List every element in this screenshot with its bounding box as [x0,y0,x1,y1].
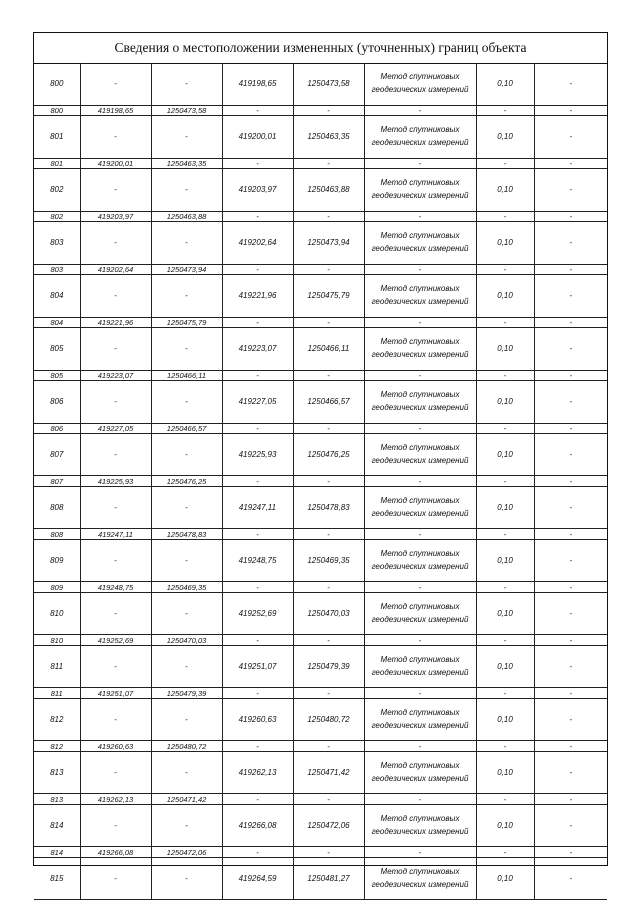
old-y-cell: - [151,115,222,158]
new-y-cell: 1250469,35 [293,539,364,582]
note-cell: - [534,645,607,688]
new-x-cell: 419200,01 [222,115,293,158]
new-x-cell: - [222,476,293,486]
old-x-cell: 419221,96 [80,317,151,327]
new-y-cell: - [293,264,364,274]
note-cell: - [534,688,607,698]
method-cell: - [364,264,476,274]
old-x-cell: - [80,751,151,794]
new-y-cell: 1250473,58 [293,63,364,105]
method-cell: - [364,211,476,221]
new-y-cell: - [293,158,364,168]
point-number: 814 [34,847,80,857]
new-y-cell: - [293,635,364,645]
point-number: 810 [34,635,80,645]
old-x-cell: - [80,63,151,105]
accuracy-cell: - [476,741,534,751]
note-cell: - [534,274,607,317]
new-y-cell: 1250476,25 [293,433,364,476]
point-number: 801 [34,158,80,168]
new-x-cell: 419202,64 [222,221,293,264]
note-cell: - [534,264,607,274]
table-row [34,794,607,804]
new-x-cell: 419264,59 [222,857,293,900]
method-cell: Метод спутниковых геодезических измерений [364,698,476,741]
table-row [34,105,607,115]
accuracy-cell: 0,10 [476,63,534,105]
point-number: 800 [34,105,80,115]
new-y-cell: 1250478,83 [293,486,364,529]
point-number: 808 [34,529,80,539]
method-cell: - [364,741,476,751]
accuracy-cell: 0,10 [476,592,534,635]
method-cell: - [364,847,476,857]
table-row [34,221,607,264]
table-row [34,423,607,433]
table-row [34,370,607,380]
new-x-cell: - [222,211,293,221]
table-row [34,741,607,751]
old-y-cell: - [151,327,222,370]
table-row [34,635,607,645]
old-y-cell: 1250471,42 [151,794,222,804]
new-x-cell: 419225,93 [222,433,293,476]
old-y-cell: 1250466,57 [151,423,222,433]
table-row [34,688,607,698]
new-y-cell: - [293,423,364,433]
note-cell: - [534,741,607,751]
accuracy-cell: 0,10 [476,698,534,741]
old-x-cell: - [80,380,151,423]
new-y-cell: 1250475,79 [293,274,364,317]
table-row [34,486,607,529]
old-x-cell: - [80,486,151,529]
accuracy-cell: - [476,476,534,486]
old-x-cell: 419252,69 [80,635,151,645]
point-number: 805 [34,370,80,380]
old-x-cell: 419266,08 [80,847,151,857]
old-y-cell: 1250463,88 [151,211,222,221]
old-y-cell: - [151,63,222,105]
note-cell: - [534,115,607,158]
new-y-cell: 1250463,35 [293,115,364,158]
accuracy-cell: - [476,688,534,698]
new-x-cell: - [222,529,293,539]
old-y-cell: 1250476,25 [151,476,222,486]
note-cell: - [534,635,607,645]
old-y-cell: 1250473,94 [151,264,222,274]
note-cell: - [534,327,607,370]
method-cell: - [364,635,476,645]
accuracy-cell: 0,10 [476,433,534,476]
old-y-cell: 1250479,39 [151,688,222,698]
old-x-cell: - [80,857,151,900]
method-cell: - [364,423,476,433]
point-number: 814 [34,804,80,847]
point-number: 806 [34,380,80,423]
accuracy-cell: 0,10 [476,539,534,582]
new-y-cell: - [293,105,364,115]
method-cell: Метод спутниковых геодезических измерений [364,539,476,582]
old-y-cell: - [151,645,222,688]
note-cell: - [534,857,607,900]
new-x-cell: 419266,08 [222,804,293,847]
document-page [33,32,608,889]
old-y-cell: - [151,221,222,264]
old-y-cell: - [151,751,222,794]
point-number: 811 [34,645,80,688]
table-row [34,592,607,635]
note-cell: - [534,380,607,423]
table-row [34,274,607,317]
point-number: 803 [34,221,80,264]
old-x-cell: 419200,01 [80,158,151,168]
new-x-cell: 419198,65 [222,63,293,105]
old-x-cell: - [80,698,151,741]
new-y-cell: 1250466,57 [293,380,364,423]
new-y-cell: - [293,582,364,592]
new-x-cell: 419203,97 [222,168,293,211]
method-cell: Метод спутниковых геодезических измерений [364,380,476,423]
point-number: 812 [34,698,80,741]
page-title: Сведения о местоположении измененных (уточненных) границ объекта [34,33,607,64]
table-row [34,317,607,327]
old-x-cell: - [80,168,151,211]
point-number: 801 [34,115,80,158]
old-y-cell: 1250466,11 [151,370,222,380]
table-row [34,698,607,741]
table-row [34,476,607,486]
old-x-cell: 419251,07 [80,688,151,698]
table-row [34,380,607,423]
table-row [34,327,607,370]
new-x-cell: 419248,75 [222,539,293,582]
new-y-cell: 1250480,72 [293,698,364,741]
method-cell: Метод спутниковых геодезических измерений [364,274,476,317]
new-y-cell: 1250466,11 [293,327,364,370]
boundary-table [34,63,607,900]
note-cell: - [534,63,607,105]
table-row [34,539,607,582]
new-x-cell: - [222,105,293,115]
point-number: 812 [34,741,80,751]
accuracy-cell: 0,10 [476,221,534,264]
method-cell: Метод спутниковых геодезических измерений [364,645,476,688]
note-cell: - [534,794,607,804]
old-x-cell: 419202,64 [80,264,151,274]
old-y-cell: 1250473,58 [151,105,222,115]
point-number: 813 [34,794,80,804]
new-y-cell: - [293,794,364,804]
new-y-cell: 1250481,27 [293,857,364,900]
old-y-cell: 1250472,06 [151,847,222,857]
point-number: 805 [34,327,80,370]
table-row [34,264,607,274]
method-cell: - [364,317,476,327]
point-number: 813 [34,751,80,794]
new-x-cell: - [222,688,293,698]
new-y-cell: - [293,741,364,751]
method-cell: - [364,158,476,168]
old-y-cell: - [151,274,222,317]
accuracy-cell: - [476,847,534,857]
old-x-cell: - [80,221,151,264]
old-y-cell: 1250478,83 [151,529,222,539]
method-cell: Метод спутниковых геодезических измерений [364,592,476,635]
point-number: 804 [34,274,80,317]
method-cell: - [364,529,476,539]
old-y-cell: - [151,168,222,211]
point-number: 811 [34,688,80,698]
accuracy-cell: - [476,158,534,168]
new-x-cell: - [222,794,293,804]
new-x-cell: - [222,370,293,380]
point-number: 806 [34,423,80,433]
new-y-cell: - [293,370,364,380]
accuracy-cell: 0,10 [476,168,534,211]
accuracy-cell: - [476,423,534,433]
accuracy-cell: - [476,264,534,274]
old-x-cell: 419262,13 [80,794,151,804]
new-x-cell: - [222,264,293,274]
note-cell: - [534,847,607,857]
note-cell: - [534,698,607,741]
old-x-cell: - [80,592,151,635]
new-y-cell: - [293,847,364,857]
note-cell: - [534,423,607,433]
old-x-cell: - [80,645,151,688]
new-y-cell: 1250470,03 [293,592,364,635]
accuracy-cell: 0,10 [476,115,534,158]
new-x-cell: 419260,63 [222,698,293,741]
new-y-cell: 1250479,39 [293,645,364,688]
table-row [34,63,607,105]
point-number: 800 [34,63,80,105]
old-y-cell: - [151,592,222,635]
table-row [34,211,607,221]
old-x-cell: 419260,63 [80,741,151,751]
old-y-cell: 1250475,79 [151,317,222,327]
table-row [34,582,607,592]
new-x-cell: 419252,69 [222,592,293,635]
accuracy-cell: - [476,317,534,327]
accuracy-cell: 0,10 [476,804,534,847]
old-x-cell: - [80,539,151,582]
old-x-cell: 419247,11 [80,529,151,539]
method-cell: - [364,688,476,698]
point-number: 808 [34,486,80,529]
table-row [34,433,607,476]
new-y-cell: 1250471,42 [293,751,364,794]
old-y-cell: 1250480,72 [151,741,222,751]
note-cell: - [534,529,607,539]
old-x-cell: - [80,804,151,847]
new-x-cell: 419227,05 [222,380,293,423]
point-number: 815 [34,857,80,900]
accuracy-cell: - [476,211,534,221]
new-y-cell: - [293,476,364,486]
method-cell: - [364,794,476,804]
new-x-cell: - [222,847,293,857]
method-cell: Метод спутниковых геодезических измерений [364,63,476,105]
point-number: 802 [34,211,80,221]
point-number: 807 [34,433,80,476]
new-y-cell: - [293,688,364,698]
table-row [34,804,607,847]
accuracy-cell: - [476,105,534,115]
note-cell: - [534,105,607,115]
old-x-cell: 419223,07 [80,370,151,380]
new-x-cell: - [222,158,293,168]
old-y-cell: - [151,804,222,847]
new-y-cell: - [293,317,364,327]
old-y-cell: - [151,698,222,741]
accuracy-cell: 0,10 [476,751,534,794]
table-row [34,751,607,794]
accuracy-cell: - [476,370,534,380]
accuracy-cell: 0,10 [476,327,534,370]
new-x-cell: - [222,317,293,327]
note-cell: - [534,158,607,168]
old-y-cell: 1250469,35 [151,582,222,592]
method-cell: Метод спутниковых геодезических измерений [364,857,476,900]
old-x-cell: 419198,65 [80,105,151,115]
accuracy-cell: - [476,794,534,804]
accuracy-cell: 0,10 [476,486,534,529]
new-y-cell: - [293,529,364,539]
old-x-cell: - [80,274,151,317]
note-cell: - [534,476,607,486]
table-row [34,847,607,857]
method-cell: Метод спутниковых геодезических измерений [364,804,476,847]
new-y-cell: 1250473,94 [293,221,364,264]
note-cell: - [534,317,607,327]
point-number: 809 [34,582,80,592]
method-cell: Метод спутниковых геодезических измерений [364,486,476,529]
table-row [34,645,607,688]
old-x-cell: 419203,97 [80,211,151,221]
old-y-cell: 1250470,03 [151,635,222,645]
method-cell: Метод спутниковых геодезических измерений [364,751,476,794]
accuracy-cell: - [476,582,534,592]
table-row [34,158,607,168]
old-y-cell: - [151,539,222,582]
new-x-cell: 419251,07 [222,645,293,688]
point-number: 809 [34,539,80,582]
point-number: 802 [34,168,80,211]
note-cell: - [534,211,607,221]
old-y-cell: - [151,486,222,529]
point-number: 810 [34,592,80,635]
method-cell: Метод спутниковых геодезических измерений [364,433,476,476]
new-x-cell: - [222,635,293,645]
new-x-cell: 419221,96 [222,274,293,317]
new-y-cell: 1250463,88 [293,168,364,211]
note-cell: - [534,370,607,380]
new-x-cell: - [222,582,293,592]
method-cell: - [364,370,476,380]
new-y-cell: 1250472,06 [293,804,364,847]
accuracy-cell: 0,10 [476,380,534,423]
old-x-cell: 419248,75 [80,582,151,592]
point-number: 804 [34,317,80,327]
old-x-cell: - [80,433,151,476]
old-y-cell: - [151,380,222,423]
note-cell: - [534,592,607,635]
table-row [34,115,607,158]
note-cell: - [534,433,607,476]
method-cell: - [364,105,476,115]
method-cell: Метод спутниковых геодезических измерений [364,168,476,211]
table-row [34,529,607,539]
note-cell: - [534,221,607,264]
old-x-cell: - [80,327,151,370]
table-row [34,168,607,211]
accuracy-cell: - [476,635,534,645]
accuracy-cell: - [476,529,534,539]
method-cell: Метод спутниковых геодезических измерений [364,115,476,158]
new-y-cell: - [293,211,364,221]
note-cell: - [534,582,607,592]
new-x-cell: 419262,13 [222,751,293,794]
old-y-cell: - [151,433,222,476]
new-x-cell: - [222,423,293,433]
old-x-cell: 419227,05 [80,423,151,433]
old-y-cell: - [151,857,222,900]
accuracy-cell: 0,10 [476,645,534,688]
method-cell: Метод спутниковых геодезических измерений [364,221,476,264]
note-cell: - [534,751,607,794]
note-cell: - [534,804,607,847]
method-cell: - [364,582,476,592]
point-number: 803 [34,264,80,274]
accuracy-cell: 0,10 [476,274,534,317]
point-number: 807 [34,476,80,486]
table-row [34,857,607,900]
new-x-cell: - [222,741,293,751]
accuracy-cell: 0,10 [476,857,534,900]
old-x-cell: - [80,115,151,158]
method-cell: - [364,476,476,486]
method-cell: Метод спутниковых геодезических измерений [364,327,476,370]
note-cell: - [534,539,607,582]
old-x-cell: 419225,93 [80,476,151,486]
old-y-cell: 1250463,35 [151,158,222,168]
note-cell: - [534,486,607,529]
note-cell: - [534,168,607,211]
new-x-cell: 419223,07 [222,327,293,370]
new-x-cell: 419247,11 [222,486,293,529]
